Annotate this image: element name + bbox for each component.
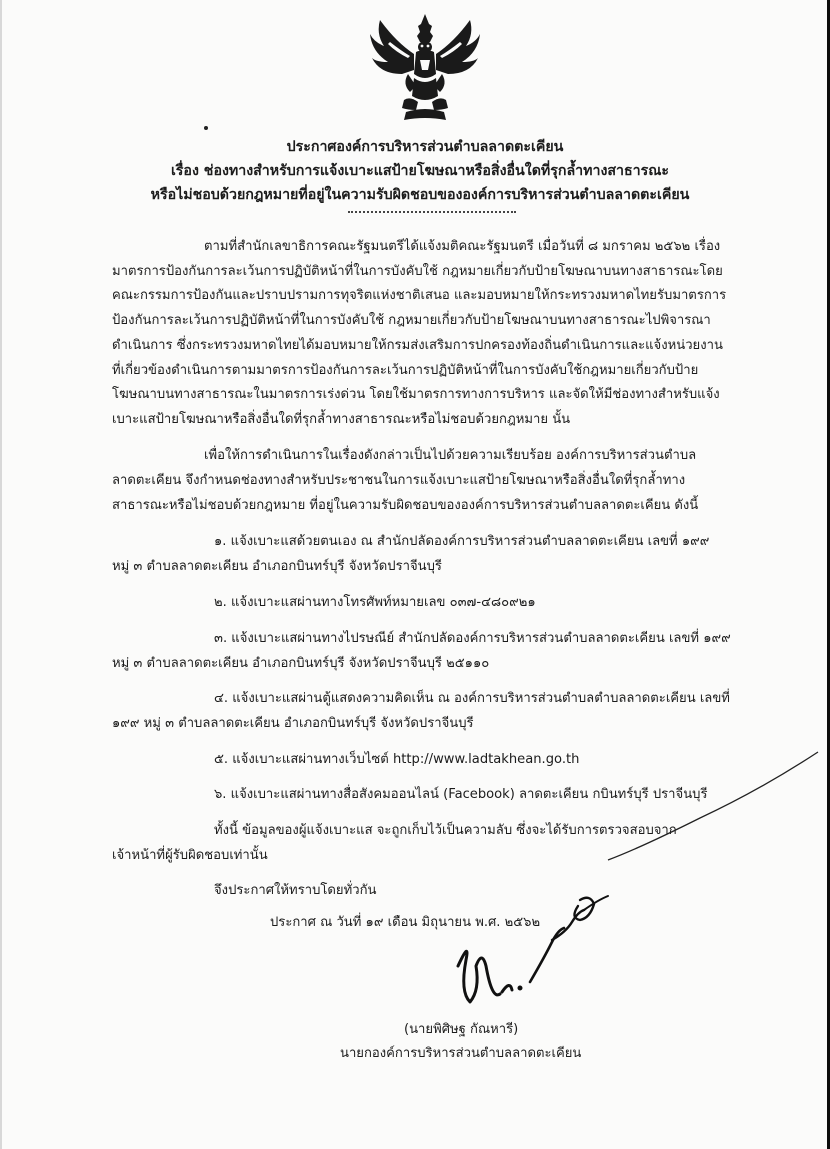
channel-item-3: ๓. แจ้งเบาะแสผ่านทางไปรษณีย์ สำนักปลัดองค์การบริหารส่วนตำบลลาดตะเคียน เลขที่ ๑๙๙ <box>214 631 731 646</box>
channel-item-3-cont: หมู่ ๓ ตำบลลาดตะเคียน อำเภอกบินทร์บุรี จังหวัดปราจีนบุรี ๒๕๑๑๐ <box>112 656 490 671</box>
channel-item-4-cont: ๑๙๙ หมู่ ๓ ตำบลลาดตะเคียน อำเภอกบินทร์บุรี จังหวัดปราจีนบุรี <box>112 716 474 731</box>
announcement-date: ประกาศ ณ วันที่ ๑๙ เดือน มิถุนายน พ.ศ. ๒๕๖๒ <box>270 915 541 930</box>
paragraph-line: ลาดตะเคียน จึงกำหนดช่องทางสำหรับประชาชนในการแจ้งเบาะแสป้ายโฆษณาหรือสิ่งอื่นใดที่รุกล้ำทาง <box>112 473 686 488</box>
paragraph-line: คณะกรรมการป้องกันและปราบปรามการทุจริตแห่งชาติเสนอ และมอบหมายให้กระทรวงมหาดไทยรับมาตรการ <box>112 288 727 303</box>
announcement-subject: เรื่อง ช่องทางสำหรับการแจ้งเบาะแสป้ายโฆษณาหรือสิ่งอื่นใดที่รุกล้ำทางสาธารณะ <box>170 163 670 179</box>
title-separator <box>348 211 516 213</box>
paragraph-line: ป้องกันการละเว้นการปฏิบัติหน้าที่ในการบังคับใช้ กฎหมายเกี่ยวกับป้ายโฆษณาบนทางสาธารณะไปพิจารณา <box>112 313 711 328</box>
channel-item-5: ๕. แจ้งเบาะแสผ่านทางเว็บไซต์ http://www.ladtakhean.go.th <box>214 752 580 767</box>
channel-item-6: ๖. แจ้งเบาะแสผ่านทางสื่อสังคมออนไลน์ (Facebook) ลาดตะเคียน กบินทร์บุรี ปราจีนบุรี <box>214 787 708 802</box>
paragraph-line: โฆษณาบนทางสาธารณะในมาตรการเร่งด่วน โดยใช้มาตรการทางการบริหาร และจัดให้มีช่องทางสำหรับแจ้ง <box>112 387 720 402</box>
signer-name: (นายพิศิษฐ กัณหารี) <box>404 1022 519 1037</box>
handwritten-signature <box>440 870 620 1020</box>
page-edge-left <box>0 0 2 1149</box>
paragraph-line: เบาะแสป้ายโฆษณาหรือสิ่งอื่นใดที่รุกล้ำทางสาธารณะหรือไม่ชอบด้วยกฎหมาย นั้น <box>112 412 571 427</box>
closing-line: ทั้งนี้ ข้อมูลของผู้แจ้งเบาะแส จะถูกเก็บไว้เป็นความลับ ซึ่งจะได้รับการตรวจสอบจาก <box>214 823 677 838</box>
channel-item-1: ๑. แจ้งเบาะแสด้วยตนเอง ณ สำนักปลัดองค์การบริหารส่วนตำบลลาดตะเคียน เลขที่ ๑๙๙ <box>214 534 710 549</box>
garuda-emblem-icon <box>366 12 484 124</box>
paragraph-line: เพื่อให้การดำเนินการในเรื่องดังกล่าวเป็นไปด้วยความเรียบร้อย องค์การบริหารส่วนตำบล <box>204 448 697 463</box>
paragraph-line: ตามที่สำนักเลขาธิการคณะรัฐมนตรีได้แจ้งมติคณะรัฐมนตรี เมื่อวันที่ ๘ มกราคม ๒๕๖๒ เรื่อง <box>204 239 721 254</box>
channel-item-4: ๔. แจ้งเบาะแสผ่านตู้แสดงความคิดเห็น ณ องค์การบริหารส่วนตำบลตำบลลาดตะเคียน เลขที่ <box>214 691 730 706</box>
ink-dot <box>204 126 208 130</box>
signer-position: นายกองค์การบริหารส่วนตำบลลาดตะเคียน <box>340 1046 582 1061</box>
paragraph-line: สาธารณะหรือไม่ชอบด้วยกฎหมาย ที่อยู่ในความรับผิดชอบขององค์การบริหารส่วนตำบลลาดตะเคียน ดังนี้ <box>112 498 699 513</box>
announcement-title: ประกาศองค์การบริหารส่วนตำบลลาดตะเคียน <box>286 139 564 155</box>
announcement-subject-continued: หรือไม่ชอบด้วยกฎหมายที่อยู่ในความรับผิดชอบขององค์การบริหารส่วนตำบลลาดตะเคียน <box>150 187 690 203</box>
paragraph-line: ที่เกี่ยวข้องดำเนินการตามมาตรการป้องกันการละเว้นการปฏิบัติหน้าที่ในการบังคับใช้กฎหมายเกี่ยวกับป้าย <box>112 363 699 378</box>
paragraph-line: มาตรการป้องกันการละเว้นการปฏิบัติหน้าที่ในการบังคับใช้ กฎหมายเกี่ยวกับป้ายโฆษณาบนทางสาธารณะโดย <box>112 264 723 279</box>
paragraph-line: ดำเนินการ ซึ่งกระทรวงมหาดไทยได้มอบหมายให้กรมส่งเสริมการปกครองท้องถิ่นดำเนินการและแจ้งหน่วยงาน <box>112 338 723 353</box>
announce-line: จึงประกาศให้ทราบโดยทั่วกัน <box>214 883 377 898</box>
channel-item-1-cont: หมู่ ๓ ตำบลลาดตะเคียน อำเภอกบินทร์บุรี จังหวัดปราจีนบุรี <box>112 559 442 574</box>
channel-item-2: ๒. แจ้งเบาะแสผ่านทางโทรศัพท์หมายเลข ๐๓๗-๔๘๐๙๒๑ <box>214 595 536 610</box>
closing-line: เจ้าหน้าที่ผู้รับผิดชอบเท่านั้น <box>112 848 268 863</box>
